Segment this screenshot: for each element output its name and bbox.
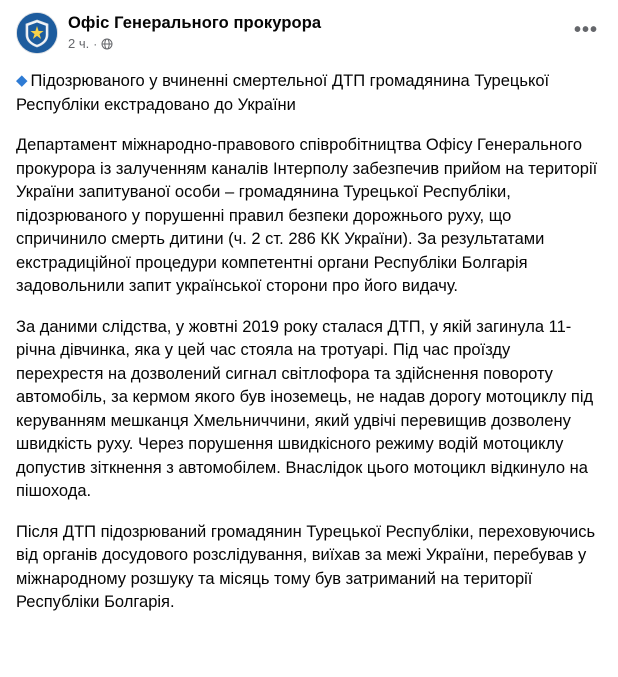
post-timestamp[interactable]: 2 ч.	[68, 36, 90, 51]
post-paragraph-1: Департамент міжнародно-правового співробітництва Офісу Генерального прокурора із залученням каналів Інтерполу забезпечив прийом на території України запитуваної особи – громадянина Турецької Республіки, підозрюваного у порушенні правил безпеки дорожнього руху, що спричинило смерть дитини (ч. 2 ст. 286 КК України). За результатами екстрадиційної процедури компетентні органи Республіки Болгарія задовольнили запит української сторони про його видачу.	[16, 136, 598, 295]
more-options-icon: •••	[573, 19, 598, 41]
diamond-bullet-icon: ◆	[16, 72, 28, 89]
post-header-text	[68, 12, 321, 52]
post-header	[16, 12, 602, 56]
globe-icon[interactable]	[101, 38, 113, 50]
post-meta	[68, 36, 321, 52]
meta-separator: ·	[93, 37, 98, 51]
post-paragraph-3: Після ДТП підозрюваний громадянин Турецької Республіки, переховуючись від органів досудового розслідування, виїхав за межі України, перебував у міжнародному розшуку та місяць тому був затриманий на території Республіки Болгарія.	[16, 522, 596, 611]
post-more-options-button[interactable]	[570, 18, 602, 42]
page-name[interactable]: Офіс Генерального прокурора	[68, 14, 322, 32]
post-lead-text: Підозрюваного у вчиненні смертельної ДТП громадянина Турецької Республіки екстрадовано до України	[16, 72, 550, 114]
avatar[interactable]	[16, 12, 58, 54]
post-lead-paragraph	[16, 69, 602, 117]
prosecutor-emblem-icon	[17, 13, 57, 53]
post-body	[16, 69, 602, 615]
post-paragraph-2: За даними слідства, у жовтні 2019 року сталася ДТП, у якій загинула 11-річна дівчинка, яка у цей час стояла на тротуарі. Під час проїзду перехрестя на дозволений сигнал світлофора та здійснення повороту автомобіль, за кермом якого був іноземець, не надав дорогу мотоциклу під керуванням мешканця Хмельниччини, який удвічі перевищив дозволену швидкість руху. Через порушення швидкісного режиму водій мотоциклу допустив зіткнення з автомобілем. Внаслідок цього мотоцикл відкинуло на пішохода.	[16, 317, 594, 500]
